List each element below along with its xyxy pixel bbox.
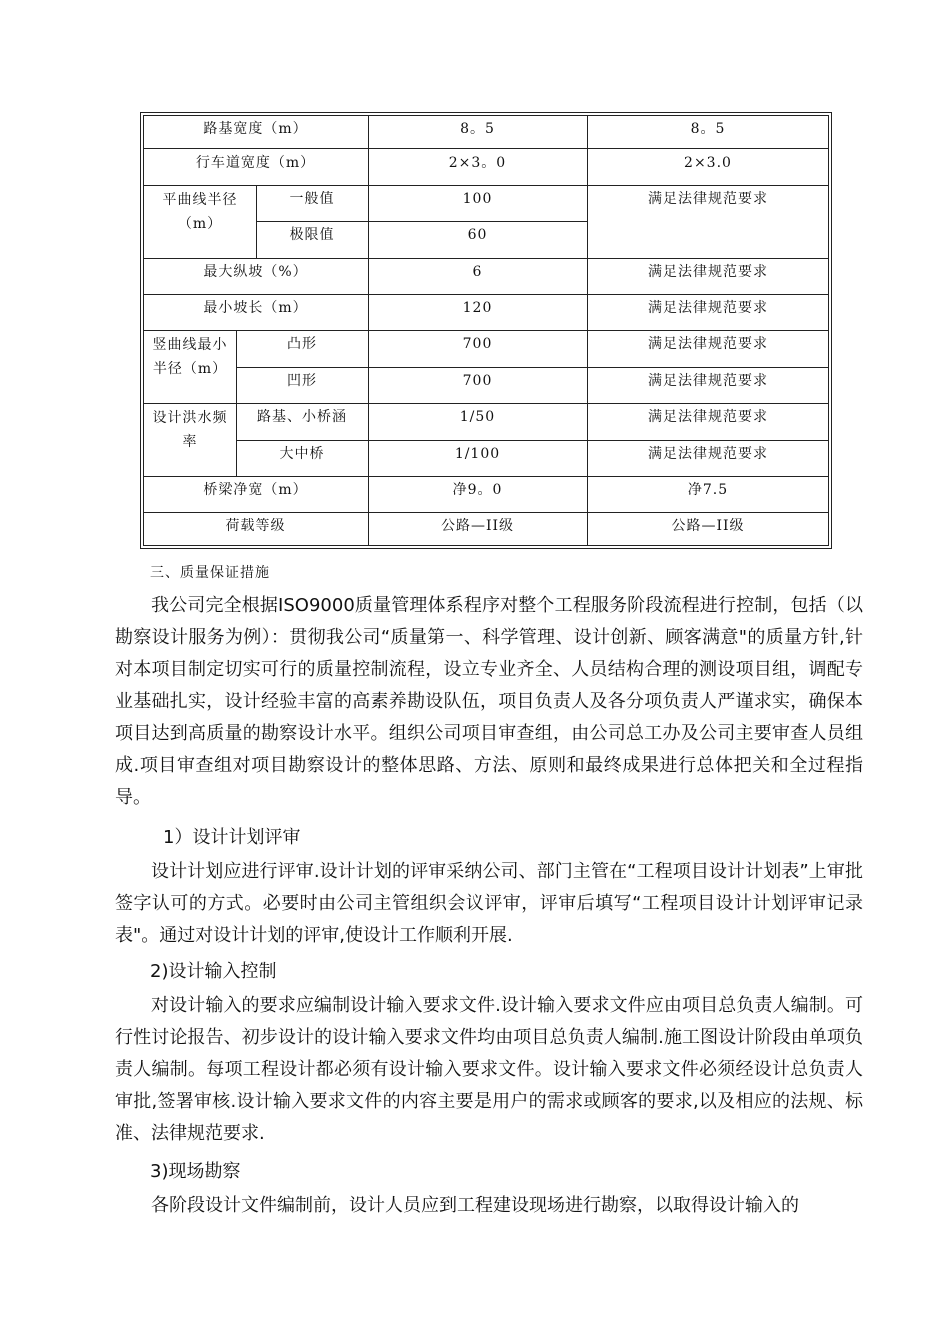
table-cell: 满足法律规范要求 xyxy=(648,373,768,389)
item-paragraph: 设计计划应进行评审.设计计划的评审采纳公司、部门主管在“工程项目设计计划表”上审批签字认可的方式。必要时由公司主管组织会议评审，评审后填写“工程项目设计计划评审记录表"。通过对设计计划的评审,使设计工作顺利开展. xyxy=(115,861,863,946)
table-cell: 60 xyxy=(467,227,488,243)
item-paragraph: 各阶段设计文件编制前，设计人员应到工程建设现场进行勘察，以取得设计输入的 xyxy=(151,1195,799,1216)
table-cell: 100 xyxy=(462,191,493,207)
table-group-cell: 竖曲线最小半径（m） xyxy=(152,337,228,377)
table-cell: 满足法律规范要求 xyxy=(648,446,768,462)
table-cell: 最大纵坡（%） xyxy=(203,264,308,280)
table-cell: 荷载等级 xyxy=(225,518,286,534)
table-cell: 8。5 xyxy=(460,121,495,137)
table-cell: 极限值 xyxy=(289,227,335,243)
table-cell: 一般值 xyxy=(289,191,335,207)
item-title: 2)设计输入控制 xyxy=(150,961,277,982)
table-cell: 净7.5 xyxy=(687,482,729,498)
table-cell: 路基、小桥涵 xyxy=(257,409,347,425)
table-cell: 8。5 xyxy=(690,121,726,137)
table-cell: 满足法律规范要求 xyxy=(648,191,768,207)
table-cell: 公路—II级 xyxy=(671,518,745,534)
item-paragraph: 对设计输入的要求应编制设计输入要求文件.设计输入要求文件应由项目总负责人编制。可行性讨论报告、初步设计的设计输入要求文件均由项目总负责人编制.施工图设计阶段由单项负责人编制。每项工程设计都必须有设计输入要求文件。设计输入要求文件必须经设计总负责人审批,签署审核.设计输入要求文件的内容主要是用户的需求或顾客的要求,以及相应的法规、标准、法律规范要求. xyxy=(115,995,863,1144)
table-cell: 120 xyxy=(462,300,493,316)
table-cell: 公路—II级 xyxy=(440,518,515,534)
table-cell: 满足法律规范要求 xyxy=(648,264,768,280)
table-cell: 2×3。0 xyxy=(448,155,507,171)
table-cell: 6 xyxy=(472,264,483,280)
intro-paragraph: 我公司完全根据ISO9000质量管理体系程序对整个工程服务阶段流程进行控制，包括（以勘察设计服务为例）：贯彻我公司“质量第一、科学管理、设计创新、顾客满意"的质量方针,针对本项目制定切实可行的质量控制流程，设立专业齐全、人员结构合理的测设项目组，调配专业基础扎实，设计经验丰富的高素养勘设队伍，项目负责人及各分项负责人严谨求实，确保本项目达到高质量的勘察设计水平。组织公司项目审查组，由公司总工办及公司主要审查人员组成.项目审查组对项目勘察设计的整体思路、方法、原则和最终成果进行总体把关和全过程指导。 xyxy=(115,595,863,808)
table-cell: 凸形 xyxy=(287,336,317,352)
table-cell: 700 xyxy=(462,373,493,389)
section-heading: 三、质量保证措施 xyxy=(150,565,270,581)
table-cell: 满足法律规范要求 xyxy=(648,300,768,316)
item-title: 3)现场勘察 xyxy=(150,1161,241,1182)
table-cell: 700 xyxy=(462,336,493,352)
table-group-cell: 平曲线半径（m） xyxy=(162,192,238,232)
table-cell: 凹形 xyxy=(287,373,317,389)
table-cell: 净9。0 xyxy=(452,482,503,498)
table-cell: 1/100 xyxy=(454,446,501,462)
table-cell: 满足法律规范要求 xyxy=(648,409,768,425)
table-cell: 路基宽度（m） xyxy=(203,121,308,137)
table-cell: 桥梁净宽（m） xyxy=(203,482,308,498)
table-cell: 最小坡长（m） xyxy=(203,300,308,316)
table-cell: 大中桥 xyxy=(279,446,325,462)
spec-table xyxy=(140,112,832,549)
item-title: 1）设计计划评审 xyxy=(163,827,301,848)
table-cell: 满足法律规范要求 xyxy=(648,336,768,352)
table-cell: 行车道宽度（m） xyxy=(195,155,316,171)
table-cell: 1/50 xyxy=(459,409,496,425)
table-group-cell: 设计洪水频率 xyxy=(152,410,228,450)
table-cell: 2×3.0 xyxy=(684,155,732,171)
